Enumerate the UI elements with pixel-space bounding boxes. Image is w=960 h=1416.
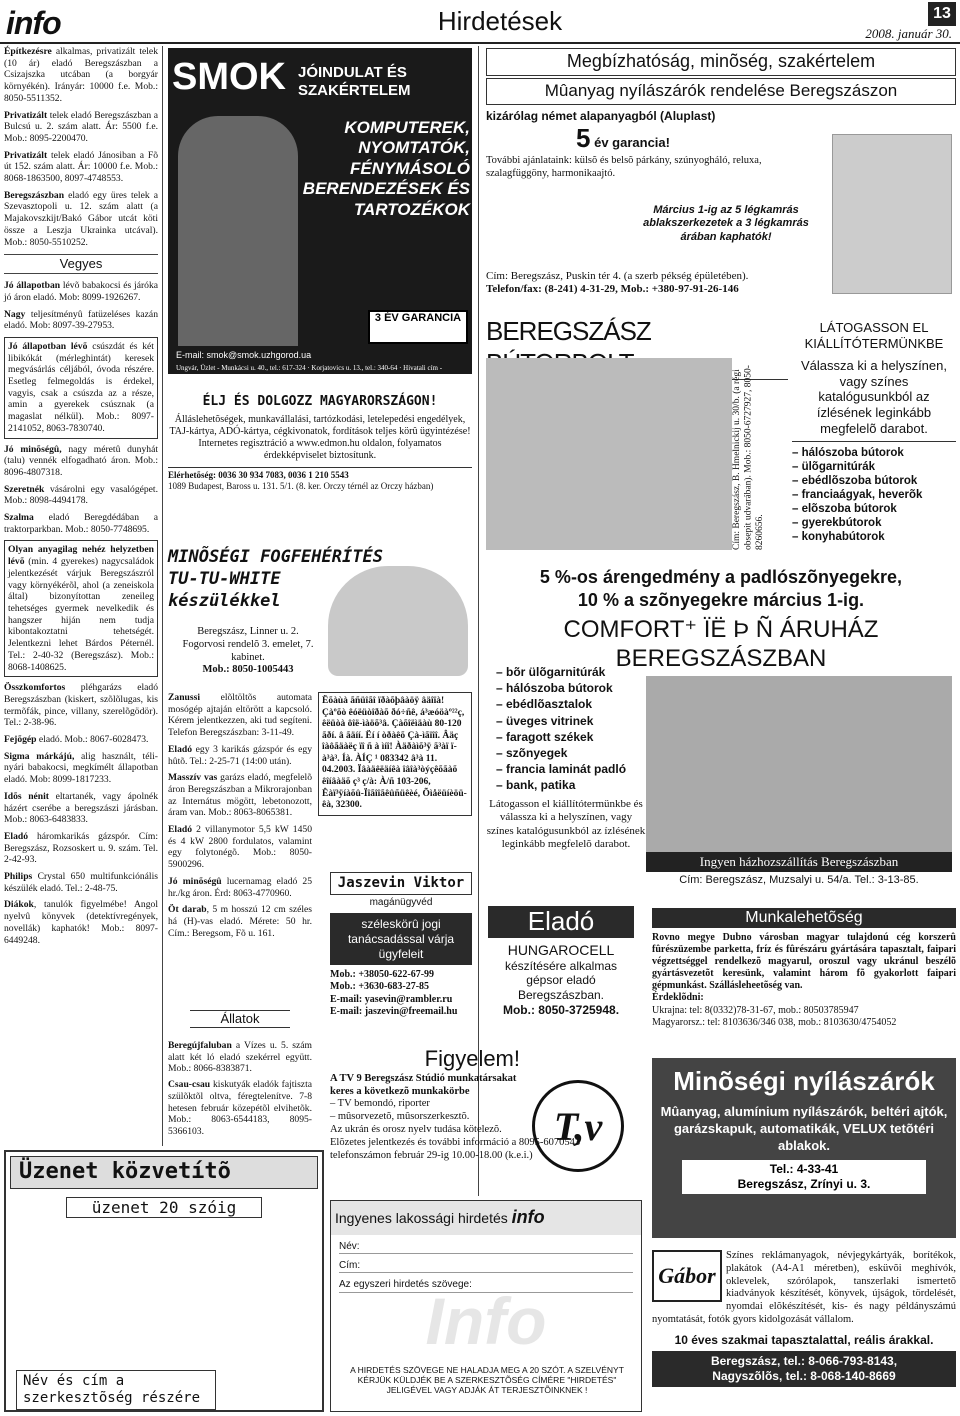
windows-address: Cím: Beregszász, Puskin tér 4. (a szerb pékség épületében).: [486, 270, 749, 282]
print-ad: [652, 1250, 956, 1412]
classified-lead: Beregszászban: [4, 189, 65, 201]
issue-date: 2008. január 30.: [865, 26, 952, 41]
job-text: Rovno megye Dubno városban magyar tulajdonú cég korszerû fûrészüzembe parketta, fríz és fûrészáru gyártására tapasztalt, faipari végzettséggel rendelkezõ magyarul, oroszul vagy ukránul beszélõ gyártásvezetõt keresünk, valamint három fõ gyakorlott faipari gépmunkást. Szállásleheetõség van.: [652, 931, 956, 992]
classified-item: [4, 150, 158, 185]
classified-text: nagy méretû dunyhát (talu) vennék elfogadható áron. Mob.: 8096-4807318.: [4, 443, 159, 478]
classified-item: [168, 744, 312, 767]
classified-text: háromkarikás gázspór. Cím: Beregszász, Rozsoskert u. 9. szám. Tel. 2-42-93.: [4, 830, 158, 866]
viktor-mob1: Mob.: +38050-622-67-99: [330, 969, 435, 981]
classified-lead: Philips: [4, 871, 33, 883]
classified-lead: Beregújfaluban: [168, 1040, 232, 1051]
list-item: – francia laminát padló: [496, 762, 627, 777]
elado-mob: Mob.: 8050-3725948.: [502, 1002, 620, 1017]
fogf-address-text: Beregszász, Linner u. 2. Fogorvosi rendelõ 3. emelet, 7. kabinet.: [182, 626, 314, 663]
quality-tel: Tel.: 4-33-41: [769, 1162, 839, 1177]
elj-ad: [168, 394, 472, 492]
classified-text: pléhgarázs eladó Beregszászban (kiskert, szõlõlugas, kis termõfák, pince, villany, szerelõgödör). Tel.: 2-38-96.: [4, 682, 158, 729]
tv-apply: Elõzetes jelentkezés és további információ a 8095-6070543 telefonszámon február 29-ig 10.00-18.00 (k.e.i.): [330, 1136, 581, 1161]
section-title: Hirdetések: [437, 6, 563, 36]
coupon-title: Üzenet közvetítõ: [10, 1156, 318, 1189]
furniture-address: Cím: Beregszász, B. Hmelnickij u. 30/b. (a régi obsepit udvarában). Mob.: 8050-6727927, 8050-8260656.: [732, 365, 766, 550]
classified-item: [4, 46, 158, 105]
classified-text: (min. 4 gyerekes) nagycsaládok jelentkezését várjuk Beregszászról vagy környékérõl, ahol (a zeneiskola által) bizonyítottan zeneileg tehetséges gyermek nevelkedik és hangszer hiján nem tudja kibontakoztatni tehetségét. Jelentkezni lehet Bárdos Péternél. Tel.: 2-40-32 (Beregszász). Mob.: 8068-1408625.: [8, 556, 154, 673]
free-ad-title-text: Ingyenes lakossági hirdetés: [335, 1210, 508, 1226]
windows-title-1: Megbízhatóság, minõség, szakértelem: [486, 48, 956, 76]
free-ad-coupon: [330, 1200, 642, 1412]
coupon-sub: üzenet 20 szóig: [66, 1197, 262, 1219]
quality-contact: [682, 1160, 926, 1193]
tv-item-1: – TV bemondó, riporter: [330, 1098, 430, 1110]
classified-text: eladó egy üres telek a Szevasztopoli u. 12. szám alatt (a Majakovszkijt/Bakó Gábor utcát köti össze a Leszja Ukrainka utcával). Mob.: 8050-5510252.: [4, 189, 158, 248]
windows-march-offer: Március 1-ig az 5 légkamrás ablakszerkezetek a 3 légkamrás árában kaphatók!: [643, 204, 809, 243]
gabor-contact-1: Beregszász, tel.: 8-066-793-8143,: [710, 1354, 898, 1369]
fogf-title-2: TU-TU-WHITE: [168, 569, 281, 590]
page-number: 13: [928, 2, 956, 26]
classified-item: [4, 871, 158, 894]
fogf-title-3: készülékkel: [168, 591, 281, 612]
classified-text: telek eladó Beregszászban a Bulcsú u. 2. szám alatt. Ár: 5500 f.e. Mob.: 8095-2200470.: [4, 109, 158, 144]
classified-item: [4, 682, 158, 729]
furniture-photo: [486, 358, 732, 550]
list-item: – gyerekbútorok: [792, 517, 882, 530]
classified-text: alig használt, téli-nyári babakocsi, megkímélt állapotban eladó. Mob: 8099-1817233.: [4, 750, 158, 786]
list-item: – elõszoba bútorok: [792, 503, 897, 516]
classified-text: vásárolni egy vasalógépet. Mob.: 8098-4494178.: [4, 483, 158, 507]
list-item: – hálószoba bútorok: [792, 447, 904, 460]
classified-lead: Diákok: [4, 899, 34, 911]
smok-address: Ungvár, Üzlet - Munkácsi u. 40., tel.: 617-324 · Korjatovics u. 13., tel.: 340-64 · Hivatali cím - Ukrainszkaja u. 41., tel.: 615-444: [176, 364, 443, 381]
classified-item: [168, 904, 312, 939]
free-ad-logo: info: [511, 1207, 545, 1227]
classified-text: eladó Beregdédában a traktorparkban. Mob.: 8050-7748695.: [4, 512, 158, 535]
fogf-photo: [328, 566, 468, 676]
header-logo: info: [6, 5, 61, 41]
column-divider: [162, 46, 163, 1146]
classified-text: teljesítményû fatüzeléses kazán eladó. Mob: 8097-39-27953.: [4, 308, 158, 332]
column-divider: [478, 46, 479, 1196]
list-item: – franciaágyak, heverõk: [792, 489, 923, 502]
viktor-mob2: Mob.: +3630-683-27-85: [330, 981, 430, 993]
windows-quality-ad: [652, 1058, 956, 1238]
smok-logo: SMOK: [172, 56, 286, 98]
comfort-delivery: Ingyen házhozszállítás Beregszászban: [646, 852, 952, 872]
viktor-name: Jaszevin Viktor: [330, 872, 472, 895]
showroom-ad: [792, 320, 956, 552]
classified-item: [4, 512, 158, 535]
list-item: – üveges vitrinek: [496, 713, 594, 728]
classified-text: lévõ babakocsi és járóka jó áron eladó. Mob: 8099-1926267.: [4, 280, 159, 303]
free-ad-note: A HIRDETÉS SZÖVEGE NE HALADJA MEG A 20 SZÓT. A SZELVÉNYT KÉRJÜK KÜLDJÉK BE A SZERKESZTÕSÉG CÍMÉRE "HIRDETÉS" JELIGÉVEL VAGY ADJÁK ÁT TERJESZTÕINKNEK !: [350, 1365, 624, 1396]
fogfeherites-ad: [168, 546, 472, 681]
classified-item: [168, 876, 312, 899]
classified-text: lucernamag eladó 25 hr./kg áron. Érd: 8063-4770960.: [168, 875, 313, 899]
list-item: – hálószoba bútorok: [496, 681, 613, 696]
windows-ad: [486, 48, 956, 310]
quality-text: Mûanyag, alumínium nyílászárók, beltéri ajtók, garázskapuk, automatikák, VELUX tetõtéri ablakok.: [660, 1103, 948, 1153]
comfort-address: Cím: Beregszász, Muzsalyi u. 54/a. Tel.: 3-13-85.: [679, 874, 919, 886]
classified-lead: Jó állapotban lévõ: [8, 340, 88, 352]
classified-lead: Építkezésre: [4, 46, 52, 57]
list-item: – szõnyegek: [496, 745, 568, 760]
classified-lead: Összkomfortos: [4, 682, 66, 694]
address-field[interactable]: Cím:: [339, 1260, 633, 1273]
classified-item: [4, 899, 158, 946]
showroom-title: LÁTOGASSON EL KIÁLLÍTÓTERMÜNKBE: [804, 320, 944, 351]
comfort-ad: [486, 566, 956, 916]
tv-req: Az ukrán és orosz nyelv tudása kötelezõ.: [330, 1124, 502, 1136]
viktor-email2: E-mail: jaszevin@freemail.hu: [330, 1005, 458, 1017]
garbled-ad: [318, 692, 472, 852]
windows-title-2: Mûanyag nyílászárók rendelése Beregszászon: [486, 78, 956, 105]
free-ad-title: [331, 1201, 641, 1235]
classified-item: [168, 824, 312, 871]
viktor-service: széleskörû jogi tanácsadással várja ügyfeleit: [330, 913, 472, 965]
classified-lead: Jó minõségû: [168, 875, 222, 887]
smok-guarantee: 3 ÉV GARANCIA: [368, 310, 468, 344]
furniture-title: BEREGSZÁSZ: [486, 316, 788, 380]
classified-item: [4, 110, 158, 145]
windows-phone: Telefon/fax: (8-241) 4-31-29, Mob.: +380-97-91-26-146: [486, 283, 739, 296]
classified-lead: Eladó: [4, 830, 28, 842]
gabor-contact: [652, 1351, 956, 1386]
classified-text: kiskutyák eladók fajtiszta szülõktõl oltva, féregtelenítve. 7-8 hetesen február közepétõl elvihetõk. Mob.: 8063-6544183, 8095-5366103.: [168, 1079, 312, 1137]
classified-lead: Idõs nénit: [4, 790, 49, 802]
smok-ad: [168, 48, 472, 381]
comfort-list: [496, 664, 646, 794]
vegyes-heading: Vegyes: [4, 254, 158, 274]
furniture-ad: [486, 316, 788, 552]
viktor-ad: [330, 872, 472, 1018]
comfort-photo: [646, 676, 952, 852]
list-item: – bank, patika: [496, 778, 576, 793]
classified-text: a Vízes u. 5. szám alatt két ló eladó szekérrel együtt. Mob.: 8066-8383871.: [168, 1040, 312, 1075]
classified-lead: Szeretnék: [4, 483, 45, 495]
comfort-visit: Látogasson el kiállítótermünkbe és válassza ki a helyszínen, vagy színes katalógusunkból az ízlésének leginkább megfelelõ darabot.: [486, 798, 646, 851]
elado-title: Eladó: [488, 906, 634, 938]
classified-text: 2 villanymotor 5,5 kW 1450 és 4 kW 2800 fordulatos, valamint egy folytonégõ. Mob.: 8050-5900296.: [168, 824, 312, 871]
classified-item: [4, 309, 158, 332]
classified-lead: Fejõgép: [4, 734, 37, 746]
classified-lead: Eladó: [168, 743, 192, 755]
elado-text: készítésére alkalmas gépsor eladó Beregszászban.: [504, 958, 618, 1003]
classified-text: Crystal 650 multifunkciónális készülék eladó. Tel.: 2-48-75.: [4, 871, 158, 894]
name-field[interactable]: Név:: [339, 1241, 633, 1254]
comfort-title: COMFORT⁺ ÏË Þ Ñ ÁRUHÁZ BEREGSZÁSZBAN: [563, 615, 879, 673]
viktor-subtitle: magánügyvéd: [369, 897, 433, 909]
classified-item: [4, 831, 158, 866]
list-item: – ebédlõszoba bútorok: [792, 475, 918, 488]
classified-lead: Sigma márkájú,: [4, 750, 75, 762]
classified-text: telek eladó Jánosiban a Fõ út 152. szám alatt. Ár: 10000 f.e. Mob.: 8068-1863500, 8097-4748553.: [4, 149, 158, 185]
classified-lead: Masszív vas: [168, 772, 218, 784]
classified-item: [4, 791, 158, 826]
smok-tagline: JÓINDULAT ÉS SZAKÉRTELEM: [298, 64, 411, 99]
classified-lead: Olyan anyagilag nehéz helyzetben lévõ: [8, 544, 154, 568]
classified-lead: Szalma: [4, 512, 34, 524]
gabor-text: Színes reklámanyagok, névjegykártyák, borítékok, plakátok (A4-A1 méretben), esküvõi meghívók, oklevelek, szórólapok, tanszerlaki ismertetõ kiadványok készítését, könyvek, újságok, tördelését, nyomdai elõkészítését, kis- és nagy példányszámú nyomtatását, fotók gyors kidolgozását vállalom.: [652, 1250, 956, 1325]
classified-item: [168, 1079, 312, 1138]
elado-brand: HUNGAROCELL: [507, 941, 615, 958]
classified-lead: Csau-csau: [168, 1079, 211, 1091]
classified-item: [4, 190, 158, 249]
job-contact-label: Érdeklõdni:: [652, 992, 704, 1004]
realestate-list: [4, 46, 158, 248]
viktor-email1: E-mail: yasevin@rambler.ru: [330, 993, 453, 1005]
viktor-contact: [330, 969, 472, 1018]
classified-item: [4, 280, 158, 303]
windows-guarantee-text: év garancia!: [594, 135, 670, 151]
text-field[interactable]: Az egyszeri hirdetés szövege:: [339, 1279, 633, 1292]
windows-extra: További ajánlataink: külsõ és belsõ párkány, szúnyogháló, reluxa, szalagfüggöny, harmonikaajtó.: [486, 155, 762, 179]
list-item: – ülõgarnitúrák: [792, 461, 876, 474]
classified-lead: Privatizált: [4, 149, 48, 161]
quality-title: Minõségi nyílászárók: [673, 1066, 935, 1096]
comfort-discount-2: 10 % a szõnyegekre március 1-ig.: [577, 590, 865, 611]
coupon-name-field[interactable]: Név és cím a szerkesztõség részére: [16, 1370, 216, 1410]
windows-guarantee-num: 5: [576, 123, 591, 154]
comfort-discount-1: 5 %-os árengedmény a padlószõnyegekre,: [539, 567, 903, 587]
tv-logo: T,v: [532, 1080, 624, 1172]
smok-email: E-mail: smok@smok.uzhgorod.ua: [176, 350, 312, 360]
tv-title: Figyelem!: [424, 1046, 520, 1071]
header-rule: [0, 42, 960, 44]
classified-text: garázs eladó, megfelelõ áron Beregszászban a Mikrorajonban az Internátus mögött, lebetonozott, áram van. Mob.: 8063-8065381.: [168, 772, 312, 819]
list-item: – ebédlõasztalok: [496, 697, 593, 712]
classified-text: eltartanék, vagy ápolnék házért cserébe a beregszászi járásban. Mob.: 8063-6483833.: [4, 790, 158, 826]
classified-lead: Jó minõségû,: [4, 443, 62, 455]
classified-item: [4, 734, 158, 746]
classified-lead: Jó állapotban: [4, 280, 61, 292]
classifieds-column: [4, 46, 158, 1146]
elj-text: Álláslehetõségek, munkavállalási, tartózkodási, letelepedési engedélyek, TAJ-kártya, ADÓ-kártya, cégkivonatok, fordítások teljes körû ügyintézése! Internetes regisztráció a www.edmon.hu oldalon, folyamatos érdekképviselet biztosítunk.: [169, 413, 471, 462]
fogf-mob: Mob.: 8050-1005443: [202, 664, 294, 676]
elj-phone: Elérhetõség: 0036 30 934 7083, 0036 1 210 5543: [168, 469, 349, 480]
gabor-experience: 10 éves szakmai tapasztalattal, reális árakkal.: [674, 1332, 934, 1347]
classified-item: [168, 772, 312, 819]
classified-text: elõltöltõs automata mosógép ajtaján eltörött a kapcsoló. Kérem jelentkezzen, aki tud segíteni. Telefon Beregszászban: 3-11-49.: [168, 692, 312, 739]
windows-material: kizárólag német alapanyagból (Aluplast): [486, 108, 716, 123]
elj-title: ÉLJ ÉS DOLGOZZ MAGYARORSZÁGON!: [202, 394, 438, 409]
classified-item: [168, 1040, 312, 1075]
elj-address: 1089 Budapest, Baross u. 131. 5/1. (8. ker. Orczy térnél az Orczy házban): [168, 480, 434, 491]
tv-intro: A TV 9 Beregszász Stúdió munkatársakat keres a következõ munkakörbe: [330, 1072, 517, 1097]
showroom-list: [792, 446, 956, 544]
tv-item-2: – mûsorvezetõ, mûsorszerkesztõ.: [330, 1111, 470, 1123]
classified-text: egy 3 karikás gázspór és egy hûtõ. Tel.: 2-25-71 (14:00 után).: [168, 743, 312, 767]
classified-text: eladó. Mob.: 8067-6028473.: [36, 734, 149, 746]
classified-text: , tanulók figyelmébe! Angol nyelvû könyvek (detektívregények, novellák) kaphatók! Mob.: 8097-6449248.: [4, 899, 158, 946]
classified-text: csúszdát és két libikókát (mérleghintát) keresek megvásárlás céljából, óvoda részére. Esetleg felmegoldás is érdekel, vagyis, csak a csúszda az a része, amin a gyerekek csúsznak (a magaslat nélkül). Mob.: 8097-2141052, 8063-7830740.: [8, 340, 154, 434]
classified-item: [4, 484, 158, 507]
classified-text: alkalmas, privatizált telek (10 ár) eladó Beregszászban a Csizajszka utcában (a borgyár környékén). Irányár: 10000 f.e. Mob.: 8050-5511352.: [4, 46, 158, 104]
gabor-contact-2: Nagyszõlõs, tel.: 8-068-140-8669: [712, 1369, 896, 1384]
list-item: – bõr ülõgarnitúrák: [496, 665, 606, 679]
classified-item: [4, 751, 158, 786]
fogf-title-1: MINÕSÉGI FOGFEHÉRÍTÉS: [168, 547, 383, 567]
classified-item: [4, 444, 158, 479]
elj-contact: [168, 467, 472, 492]
smok-products: KOMPUTEREK, NYOMTATÓK, FÉNYMÁSOLÓ BERENDEZÉSEK ÉS TARTOZÉKOK: [302, 118, 470, 219]
windows-contact: [486, 270, 826, 297]
tv-ad: [330, 1046, 630, 1196]
message-coupon: [4, 1150, 324, 1412]
classified-lead: Nagy: [4, 308, 26, 320]
classified-lead: Öt darab: [168, 904, 207, 916]
showroom-desc: Válassza ki a helyszínen, vagy színes katalógusunkból az ízlésének leginkább megfelelõ darabot.: [792, 358, 956, 442]
classifieds-column-3: [168, 1040, 312, 1140]
classified-lead: Eladó: [168, 824, 192, 836]
fogf-address: [178, 626, 318, 677]
classified-text: , 5 m hosszú 12 cm széles há (H)-vas eladó. Mérete: 50 hr. Cím.: Beregsom, Fõ u. 161.: [168, 904, 312, 939]
gabor-logo: Gábor: [652, 1250, 722, 1302]
classified-item: [168, 692, 312, 739]
classified-item-boxed: [4, 540, 158, 677]
classified-lead: Privatizált: [4, 109, 48, 121]
job-ad: [652, 908, 956, 1056]
hungarocell-ad: [488, 906, 634, 1026]
window-photo: [832, 134, 952, 294]
job-title: Munkalehetõség: [652, 908, 956, 928]
job-contact-1: Ukrajna: tel: 8(0332)78-31-67, mob.: 80503785947: [652, 1004, 859, 1016]
job-contact-2: Magyarorsz.: tel: 8103636/346 038, mob.: 8103630/4754052: [652, 1016, 897, 1028]
classified-item-boxed: [4, 337, 158, 439]
watermark-logo: Info: [425, 1284, 547, 1358]
quality-addr: Beregszász, Zrínyi u. 3.: [737, 1177, 871, 1192]
list-item: – faragott székek: [496, 729, 594, 744]
list-item: – konyhabútorok: [792, 531, 885, 544]
classified-lead: Zanussi: [168, 692, 200, 703]
allatok-heading: Állatok: [190, 1010, 290, 1028]
garbled-ad-text: Ëõàùà ãñüîãî ïðàõþâàöÿ âäîïà! Çàºõò êóëüòîðàõ ðó÷ñê, á³æóöàº²²ç, êëüòà ôîë-ìàöõ³â. Çàõîëìäàù 80-120 ãðí. â ãäíí. Ëí í òðàêõ Çà-ìãïîî. Âäç îàôãäàëç ïî ñ à ìíî! Àäðàìõ³ÿ ã³àï ï-à³à³. Íà. ÀÍÇ ¹ 083342 â³à 11. 04.2003. Ïâàäêëäíêà îâîà³òýçêõãàõ êîíâàäõ ç³ ç/à: À/ñ 103-206, Êàï³ÿíàõû-Ïîãîîãêûñüêèé, Õìåëüíèöü-êà, 32300.: [318, 692, 472, 816]
